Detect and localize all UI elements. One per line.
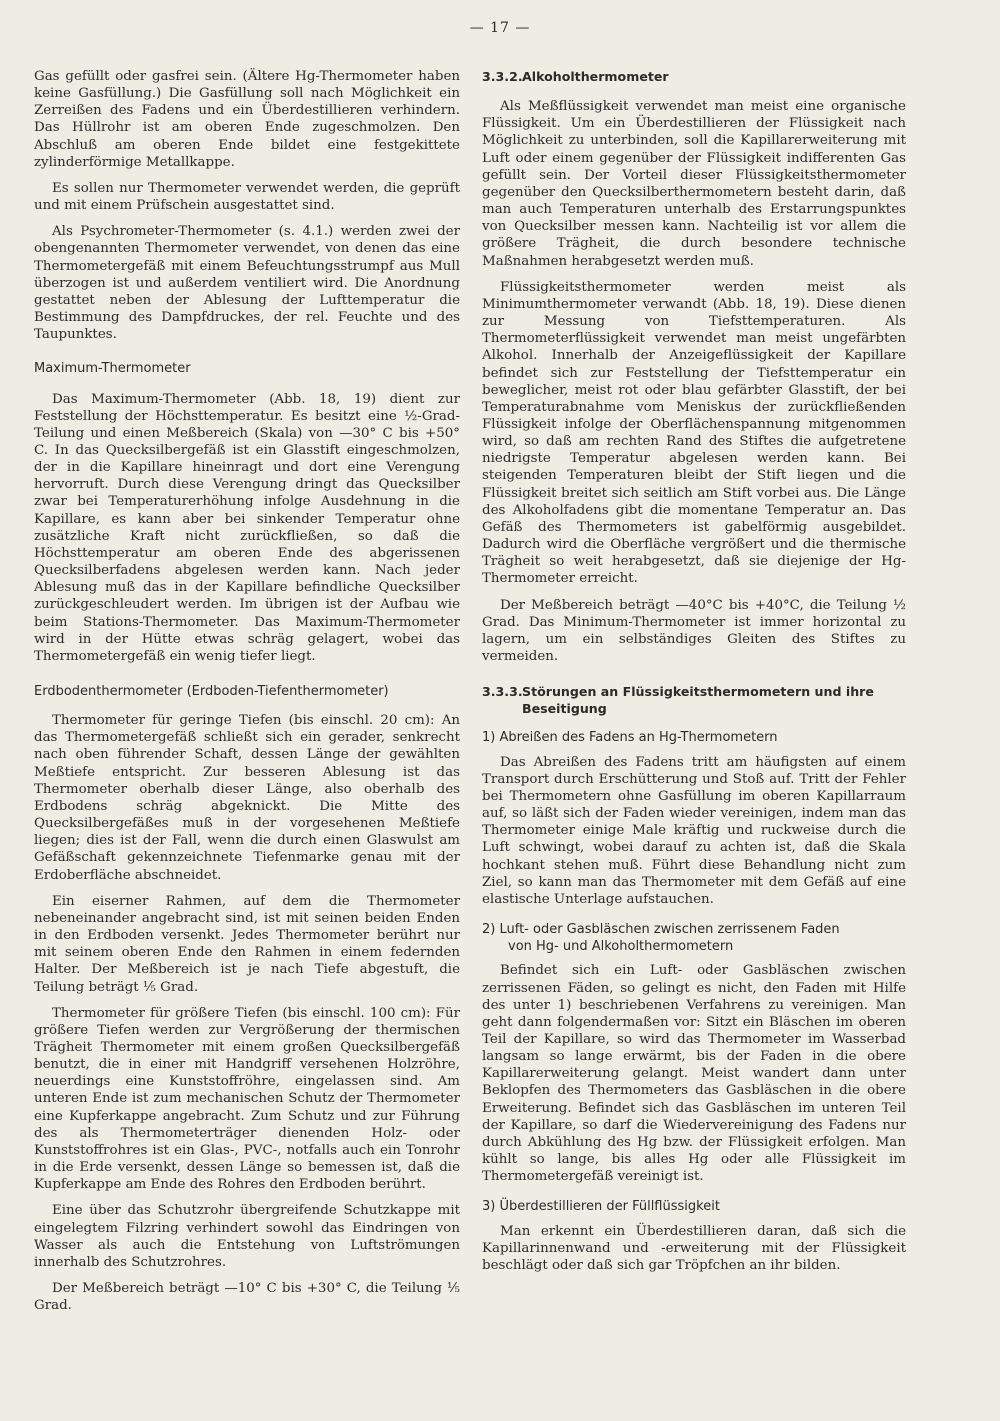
paragraph: Der Meßbereich beträgt —40°C bis +40°C, die Teilung ½ Grad. Das Minimum-Thermometer ist immer horizontal zu lagern, um ein selbständiges Gleiten des Stiftes zu vermeiden. [482, 597, 906, 664]
paragraph: Flüssigkeitsthermometer werden meist als Minimumthermometer verwandt (Abb. 18, 19). Diese dienen zur Messung von Tiefsttemperaturen. Als Thermometerflüssigkeit verwendet man meist ungefärbten Alkohol. Innerhalb der Anzeigeflüssigkeit der Kapillare befindet sich zur Feststellung der Tiefsttemperatur ein beweglicher, meist rot oder blau gefärbter Glasstift, der bei Temperaturabnahme vom Meniskus der zurückfließenden Flüssigkeit infolge der Oberflächenspannung mitgenommen wird, so daß am rechten Rand des Stiftes die aufgetretene niedrigste Temperatur abgelesen werden kann. Bei steigenden Temperaturen bleibt der Stift liegen und die Flüssigkeit breitet sich seitlich am Stift vorbei aus. Die Länge des Alkoholfadens gibt die momentane Temperatur an. Das Gefäß des Thermometers ist gabelförmig ausgebildet. Dadurch wird die Oberfläche vergrößert und die thermische Trägheit so weit herabgesetzt, daß sie diejenige der Hg-Thermometer erreicht. [482, 279, 906, 587]
paragraph: Thermometer für geringe Tiefen (bis einschl. 20 cm): An das Thermometergefäß schließt sich ein gerader, senkrecht nach oben führender Schaft, dessen Länge der gewählten Meßtiefe entspricht. Zur besseren Ablesung ist das Thermometer oberhalb dieser Länge, also oberhalb des Erdbodens schräg abgeknickt. Die Mitte des Quecksilbergefäßes muß in der vorgesehenen Meßtiefe liegen; dies ist der Fall, wenn die durch einen Glaswulst am Gefäßschaft gekennzeichnete Tiefenmarke genau mit der Erdoberfläche abschneidet. [34, 713, 460, 883]
paragraph: Eine über das Schutzrohr übergreifende Schutzkappe mit eingelegtem Filzring verhindert sowohl das Eindringen von Wasser als auch die Entstehung von Luftströmungen innerhalb des Schutzrohres. [34, 1203, 460, 1270]
subheading-maximum-thermometer: Maximum-Thermometer [34, 361, 191, 377]
section-number: 3.3.2. [482, 69, 523, 84]
paragraph: Man erkennt ein Überdestillieren daran, daß sich die Kapillarinnenwand und -erweiterung mit der Flüssigkeit beschlägt oder daß sich gar Tröpfchen an ihr bilden. [482, 1223, 906, 1273]
paragraph: Das Maximum-Thermometer (Abb. 18, 19) dient zur Feststellung der Höchsttemperatur. Es besitzt eine ½-Grad-Teilung und einen Meßbereich (Skala) von —30° C bis +50° C. In das Quecksilbergefäß ist ein Glasstift eingeschmolzen, der in die Kapillare hineinragt und dort eine Verengung hervorruft. Durch diese Verengung dringt das Quecksilber zwar bei Temperaturerhöhung infolge Ausdehnung in die Kapillare, es kann aber bei sinkender Temperatur ohne zusätzliche Kraft nicht zurückfließen, so daß die Höchsttemperatur am oberen Ende des abgerissenen Quecksilberfadens abgelesen werden kann. Nach jeder Ablesung muß das in der Kapillare befindliche Quecksilber zurückgeschleudert werden. Im übrigen ist der Aufbau wie beim Stations-Thermometer. Das Maximum-Thermometer wird in der Hütte etwas schräg gelagert, wobei das Thermometergefäß ein wenig tiefer liegt. [34, 391, 460, 664]
paragraph: Befindet sich ein Luft- oder Gasbläschen zwischen zerrissenen Fäden, so gelingt es nicht, den Faden mit Hilfe des unter 1) beschriebenen Verfahrens zu vereinigen. Man geht dann folgendermaßen vor: Sitzt ein Bläschen im oberen Teil der Kapillare, so wird das Thermometer im Wasserbad langsam so lange erwärmt, bis der Faden in die obere Kapillarerweiterung gelangt. Meist wandert dann unter Beklopfen des Thermometers das Gasbläschen in die obere Erweiterung. Befindet sich das Gasbläschen im unteren Teil der Kapillare, so darf die Wiedervereinigung des Fadens nur durch Abkühlung des Hg bzw. der Flüssigkeit erfolgen. Man kühlt so lange, bis alles Hg oder alle Flüssigkeit im Thermometergefäß vereinigt ist. [482, 963, 906, 1185]
paragraph: Das Abreißen des Fadens tritt am häufigsten auf einem Transport durch Erschütterung und Stoß auf. Tritt der Fehler bei Thermometern ohne Gasfüllung im oberen Kapillarraum auf, so läßt sich der Faden wieder vereinigen, indem man das Thermometer einige Male kräftig und ruckweise durch die Luft schwingt, wobei darauf zu achten ist, daß die Skala hochkant stehen muß. Führt diese Behandlung nicht zum Ziel, so kann man das Thermometer mit dem Gefäß auf eine elastische Unterlage aufstauchen. [482, 754, 906, 907]
section-title-continued: Beseitigung [522, 701, 607, 717]
section-heading-3-3-3 [482, 683, 906, 717]
item-title-line: 2) Luft- oder Gasbläschen zwischen zerrissenem Faden [482, 922, 840, 938]
left-column [34, 68, 460, 1314]
paragraph: Als Psychrometer-Thermometer (s. 4.1.) werden zwei der obengenannten Thermometer verwendet, von denen das eine Thermometergefäß mit einem Befeuchtungsstrumpf aus Mull überzogen ist und außerdem ventiliert wird. Die Anordnung gestattet neben der Ablesung der Lufttemperatur die Bestimmung des Dampfdruckes, der rel. Feuchte und des Taupunktes. [34, 224, 460, 343]
section-title: Störungen an Flüssigkeitsthermometern und ihre [522, 684, 874, 700]
paragraph: Der Meßbereich beträgt —10° C bis +30° C, die Teilung ⅕ Grad. [34, 1281, 460, 1314]
subheading-erdbodenthermometer: Erdbodenthermometer (Erdboden-Tiefenthermometer) [34, 684, 389, 699]
paragraph: Gas gefüllt oder gasfrei sein. (Ältere Hg-Thermometer haben keine Gasfüllung.) Die Gasfüllung soll nach Möglichkeit ein Zerreißen des Fadens und ein Überdestillieren verhindern. Das Hüllrohr ist am oberen Ende zugeschmolzen. Den Abschluß am oberen Ende bildet eine festgekittete zylinderförmige Metallkappe. [34, 69, 460, 170]
section-heading-3-3-2 [482, 68, 906, 85]
right-column [482, 68, 906, 1274]
item-title-line: von Hg- und Alkoholthermometern [508, 939, 734, 955]
paragraph: Ein eiserner Rahmen, auf dem die Thermometer nebeneinander angebracht sind, ist mit seinen beiden Enden in den Erdboden versenkt. Jedes Thermometer berührt nur mit seinem oberen Ende den Rahmen in einem federnden Halter. Der Meßbereich ist je nach Tiefe abgestuft, die Teilung beträgt ⅕ Grad. [34, 893, 460, 995]
paragraph: Als Meßflüssigkeit verwendet man meist eine organische Flüssigkeit. Um ein Überdestillieren der Flüssigkeit nach Möglichkeit zu unterbinden, soll die Kapillarerweiterung mit Luft oder einem gegenüber der Flüssigkeit indifferenten Gas gefüllt sein. Der Vorteil dieser Flüssigkeitsthermometer gegenüber den Quecksilberthermometern besteht darin, daß man auch Temperaturen unterhalb des Erstarrungspunktes von Quecksilber messen kann. Nachteilig ist vor allem die größere Trägheit, die durch besondere technische Maßnahmen herabgesetzt werden muß. [482, 99, 906, 269]
paragraph: Es sollen nur Thermometer verwendet werden, die geprüft und mit einem Prüfschein ausgestattet sind. [34, 180, 460, 214]
item-title-2 [482, 921, 906, 955]
section-number: 3.3.3. [482, 684, 523, 700]
paragraph: Thermometer für größere Tiefen (bis einschl. 100 cm): Für größere Tiefen werden zur Vergrößerung der thermischen Trägheit Thermometer mit einem großen Quecksilbergefäß benutzt, die in einer mit Handgriff versehenen Holzröhre, neuerdings eine Kunststoffröhre, eingelassen sind. Am unteren Ende ist zum mechanischen Schutz der Thermometer eine Kupferkappe angebracht. Zum Schutz und zur Führung des als Thermometerträger dienenden Holz- oder Kunststoffrohres ist ein Glas-, PVC-, notfalls auch ein Tonrohr in die Erde versenkt, dessen Länge so bemessen ist, daß die Kupferkappe am Ende des Rohres den Erdboden berührt. [34, 1005, 460, 1193]
page-number: — 17 — [469, 20, 531, 36]
item-title-3: 3) Überdestillieren der Füllflüssigkeit [482, 1199, 720, 1215]
item-title-1: 1) Abreißen des Fadens an Hg-Thermometern [482, 730, 778, 746]
section-title: Alkoholthermometer [522, 69, 669, 84]
